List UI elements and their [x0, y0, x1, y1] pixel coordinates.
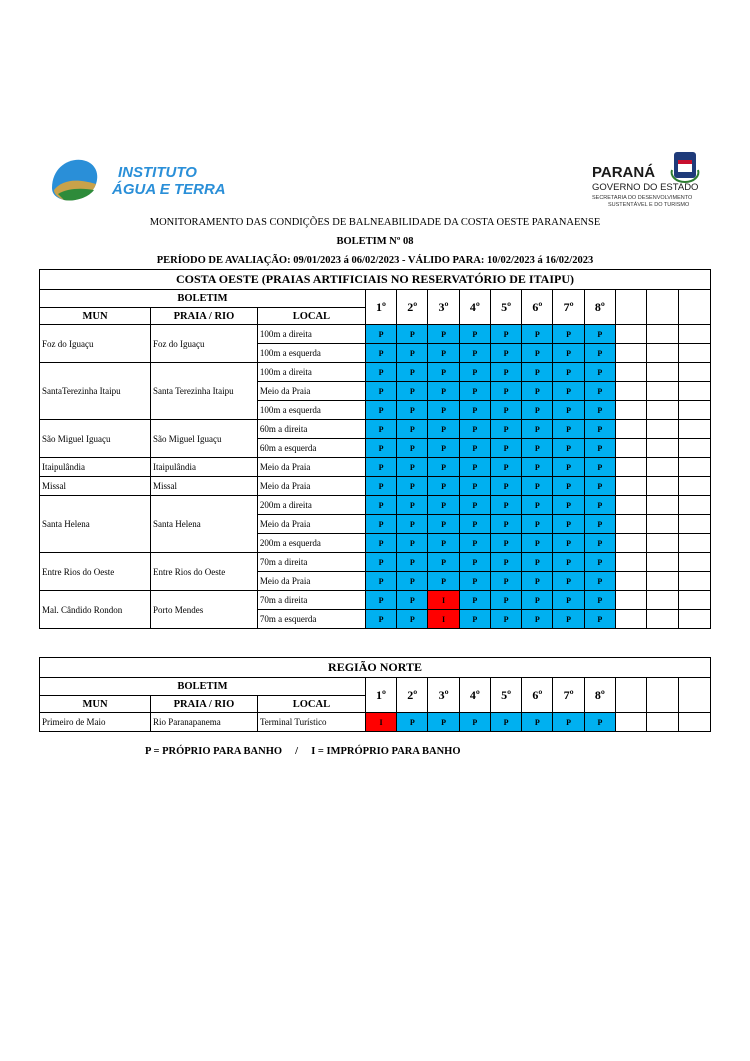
beach-cell: Foz do Iguaçu	[150, 325, 257, 363]
table-row	[40, 553, 711, 572]
location-cell: 60m a direita	[257, 420, 365, 439]
status-cell: P	[365, 382, 396, 401]
status-cell: I	[428, 591, 459, 610]
status-cell: P	[490, 325, 521, 344]
status-cell: P	[553, 534, 584, 553]
status-cell: P	[584, 401, 615, 420]
empty-cell	[616, 534, 647, 553]
status-cell: P	[365, 420, 396, 439]
status-cell: P	[522, 401, 553, 420]
status-cell: P	[553, 496, 584, 515]
status-cell: P	[365, 325, 396, 344]
week-header: 3º	[428, 678, 459, 713]
status-cell: P	[584, 713, 615, 732]
status-cell: P	[459, 477, 490, 496]
empty-cell	[616, 363, 647, 382]
empty-cell	[647, 458, 678, 477]
status-cell: P	[459, 591, 490, 610]
table-row	[40, 477, 711, 496]
status-cell: P	[365, 553, 396, 572]
empty-cell	[678, 591, 710, 610]
logo-right-text-2: GOVERNO DO ESTADO	[592, 182, 699, 193]
status-cell: P	[428, 401, 459, 420]
status-cell: P	[365, 515, 396, 534]
status-cell: P	[522, 420, 553, 439]
status-cell: P	[365, 363, 396, 382]
empty-cell	[616, 610, 647, 629]
status-cell: P	[522, 439, 553, 458]
status-cell: P	[397, 553, 428, 572]
status-cell: P	[428, 382, 459, 401]
status-cell: P	[365, 439, 396, 458]
empty-cell	[678, 572, 710, 591]
empty-cell	[678, 382, 710, 401]
status-cell: P	[459, 496, 490, 515]
status-cell: P	[490, 553, 521, 572]
status-cell: P	[490, 382, 521, 401]
status-cell: P	[365, 572, 396, 591]
empty-cell	[678, 496, 710, 515]
status-cell: P	[365, 496, 396, 515]
location-cell: 60m a esquerda	[257, 439, 365, 458]
status-cell: P	[397, 344, 428, 363]
empty-cell	[647, 477, 678, 496]
empty-cell	[647, 591, 678, 610]
status-cell: P	[397, 382, 428, 401]
municipality-cell: Foz do Iguaçu	[40, 325, 151, 363]
status-cell: P	[428, 572, 459, 591]
status-cell: P	[584, 515, 615, 534]
status-cell: P	[397, 477, 428, 496]
status-cell: P	[397, 610, 428, 629]
status-cell: P	[459, 439, 490, 458]
local-header: LOCAL	[257, 308, 365, 325]
status-cell: P	[584, 496, 615, 515]
status-cell: P	[490, 401, 521, 420]
status-cell: P	[522, 477, 553, 496]
location-cell: Meio da Praia	[257, 477, 365, 496]
status-cell: P	[397, 572, 428, 591]
location-cell: 200m a esquerda	[257, 534, 365, 553]
status-cell: P	[553, 325, 584, 344]
empty-cell	[616, 713, 647, 732]
week-header: 2º	[397, 290, 428, 325]
status-cell: P	[522, 572, 553, 591]
week-header: 8º	[584, 678, 615, 713]
week-header: 8º	[584, 290, 615, 325]
status-cell: P	[490, 572, 521, 591]
empty-cell	[616, 553, 647, 572]
status-cell: P	[397, 420, 428, 439]
status-cell: P	[553, 439, 584, 458]
status-cell: P	[365, 534, 396, 553]
week-header	[616, 678, 647, 713]
status-cell: P	[553, 713, 584, 732]
empty-cell	[647, 572, 678, 591]
status-cell: P	[490, 713, 521, 732]
status-cell: P	[459, 553, 490, 572]
empty-cell	[647, 534, 678, 553]
status-cell: P	[522, 325, 553, 344]
status-cell: P	[553, 382, 584, 401]
location-cell: 100m a direita	[257, 363, 365, 382]
status-cell: P	[428, 420, 459, 439]
status-cell: P	[584, 534, 615, 553]
empty-cell	[647, 515, 678, 534]
parana-coat-of-arms-icon	[672, 152, 699, 182]
status-cell: P	[584, 610, 615, 629]
empty-cell	[678, 515, 710, 534]
table-row	[40, 420, 711, 439]
title-row	[40, 270, 711, 290]
status-cell: P	[397, 591, 428, 610]
report-title: MONITORAMENTO DAS CONDIÇÕES DE BALNEABILIDADE DA COSTA OESTE PARANAENSE	[149, 217, 601, 228]
status-cell: P	[365, 610, 396, 629]
evaluation-period: PERÍODO DE AVALIAÇÃO: 09/01/2023 á 06/02/2023 - VÁLIDO PARA: 10/02/2023 á 16/02/2023	[156, 255, 594, 266]
status-cell: P	[365, 591, 396, 610]
status-cell: P	[459, 515, 490, 534]
status-cell: P	[397, 401, 428, 420]
status-cell: P	[522, 458, 553, 477]
week-header	[678, 290, 710, 325]
status-cell: P	[428, 458, 459, 477]
praia-header: PRAIA / RIO	[150, 696, 257, 713]
status-cell: P	[397, 496, 428, 515]
status-cell: P	[397, 325, 428, 344]
status-cell: P	[428, 515, 459, 534]
empty-cell	[647, 553, 678, 572]
status-cell: P	[428, 553, 459, 572]
status-cell: P	[397, 534, 428, 553]
status-cell: P	[522, 344, 553, 363]
status-cell: P	[490, 534, 521, 553]
empty-cell	[616, 515, 647, 534]
empty-cell	[678, 401, 710, 420]
legend: P = PRÓPRIO PARA BANHO / I = IMPRÓPRIO PARA BANHO	[145, 746, 461, 757]
governo-parana-logo	[588, 148, 708, 210]
status-cell: P	[365, 401, 396, 420]
status-cell: P	[584, 382, 615, 401]
status-cell: I	[365, 713, 396, 732]
empty-cell	[678, 344, 710, 363]
local-header: LOCAL	[257, 696, 365, 713]
status-cell: P	[365, 458, 396, 477]
status-cell: P	[428, 534, 459, 553]
status-cell: P	[428, 477, 459, 496]
empty-cell	[616, 382, 647, 401]
empty-cell	[616, 401, 647, 420]
table-row	[40, 713, 711, 732]
status-cell: P	[397, 458, 428, 477]
empty-cell	[647, 496, 678, 515]
table-row	[40, 591, 711, 610]
status-cell: P	[584, 439, 615, 458]
status-cell: P	[584, 572, 615, 591]
status-cell: P	[459, 363, 490, 382]
week-header: 1º	[365, 678, 396, 713]
status-cell: P	[490, 344, 521, 363]
status-cell: P	[428, 439, 459, 458]
location-cell: Meio da Praia	[257, 515, 365, 534]
status-cell: P	[553, 553, 584, 572]
empty-cell	[678, 477, 710, 496]
status-cell: P	[553, 515, 584, 534]
empty-cell	[647, 325, 678, 344]
location-cell: 70m a esquerda	[257, 610, 365, 629]
location-cell: Meio da Praia	[257, 458, 365, 477]
empty-cell	[678, 610, 710, 629]
mun-header: MUN	[40, 308, 151, 325]
status-cell: P	[584, 477, 615, 496]
week-header: 5º	[490, 290, 521, 325]
empty-cell	[647, 610, 678, 629]
municipality-cell: Santa Helena	[40, 496, 151, 553]
status-cell: P	[490, 439, 521, 458]
status-cell: P	[522, 363, 553, 382]
empty-cell	[647, 344, 678, 363]
status-cell: P	[459, 534, 490, 553]
status-cell: P	[397, 713, 428, 732]
table-title: COSTA OESTE (PRAIAS ARTIFICIAIS NO RESERVATÓRIO DE ITAIPU)	[40, 270, 711, 290]
empty-cell	[647, 713, 678, 732]
status-cell: P	[553, 591, 584, 610]
municipality-cell: Mal. Cândido Rondon	[40, 591, 151, 629]
empty-cell	[616, 420, 647, 439]
week-header: 6º	[522, 290, 553, 325]
status-cell: P	[428, 344, 459, 363]
empty-cell	[647, 363, 678, 382]
status-cell: P	[459, 325, 490, 344]
empty-cell	[678, 534, 710, 553]
location-cell: 200m a direita	[257, 496, 365, 515]
empty-cell	[678, 420, 710, 439]
table-row	[40, 325, 711, 344]
empty-cell	[616, 439, 647, 458]
table-row	[40, 496, 711, 515]
instituto-agua-e-terra-logo	[46, 150, 226, 210]
title-row	[40, 658, 711, 678]
empty-cell	[678, 713, 710, 732]
empty-cell	[616, 325, 647, 344]
beach-cell: São Miguel Iguaçu	[150, 420, 257, 458]
bulletin-number: BOLETIM Nº 08	[336, 236, 414, 247]
logo-left-text-1: INSTITUTO	[118, 164, 197, 181]
praia-header: PRAIA / RIO	[150, 308, 257, 325]
status-cell: P	[428, 713, 459, 732]
table-row	[40, 458, 711, 477]
week-header	[678, 678, 710, 713]
status-cell: P	[490, 420, 521, 439]
beach-cell: Itaipulândia	[150, 458, 257, 477]
status-cell: P	[584, 325, 615, 344]
empty-cell	[647, 401, 678, 420]
status-cell: P	[522, 610, 553, 629]
costa-oeste-table	[39, 269, 711, 629]
beach-cell: Santa Terezinha Itaipu	[150, 363, 257, 420]
status-cell: P	[490, 591, 521, 610]
status-cell: P	[428, 496, 459, 515]
status-cell: P	[459, 401, 490, 420]
status-cell: P	[553, 363, 584, 382]
boletim-label: BOLETIM	[40, 678, 366, 696]
status-cell: P	[522, 515, 553, 534]
location-cell: 100m a esquerda	[257, 344, 365, 363]
status-cell: P	[584, 458, 615, 477]
boletim-label: BOLETIM	[40, 290, 366, 308]
beach-cell: Entre Rios do Oeste	[150, 553, 257, 591]
status-cell: P	[459, 420, 490, 439]
status-cell: P	[553, 401, 584, 420]
week-header	[647, 678, 678, 713]
logo-right-text-1: PARANÁ	[592, 164, 656, 181]
week-header: 6º	[522, 678, 553, 713]
municipality-cell: Itaipulândia	[40, 458, 151, 477]
location-cell: Meio da Praia	[257, 382, 365, 401]
status-cell: P	[365, 477, 396, 496]
municipality-cell: Missal	[40, 477, 151, 496]
empty-cell	[647, 420, 678, 439]
municipality-cell: SantaTerezinha Itaipu	[40, 363, 151, 420]
week-header: 7º	[553, 678, 584, 713]
status-cell: P	[490, 515, 521, 534]
status-cell: P	[428, 325, 459, 344]
status-cell: P	[522, 382, 553, 401]
status-cell: P	[459, 344, 490, 363]
empty-cell	[678, 363, 710, 382]
logo-right-text-4: SUSTENTÁVEL E DO TURISMO	[608, 202, 690, 208]
beach-cell: Santa Helena	[150, 496, 257, 553]
location-cell: Terminal Turístico	[257, 713, 365, 732]
empty-cell	[678, 553, 710, 572]
empty-cell	[616, 458, 647, 477]
regiao-norte-table	[39, 657, 711, 732]
status-cell: P	[428, 363, 459, 382]
logo-left-text-2: ÁGUA E TERRA	[112, 181, 226, 198]
week-header: 2º	[397, 678, 428, 713]
location-cell: 100m a esquerda	[257, 401, 365, 420]
beach-cell: Rio Paranapanema	[150, 713, 257, 732]
status-cell: P	[397, 515, 428, 534]
status-cell: P	[459, 713, 490, 732]
status-cell: P	[584, 591, 615, 610]
boletim-row	[40, 290, 711, 308]
status-cell: P	[459, 382, 490, 401]
status-cell: P	[490, 496, 521, 515]
status-cell: P	[522, 553, 553, 572]
empty-cell	[678, 439, 710, 458]
week-header: 4º	[459, 678, 490, 713]
status-cell: P	[553, 572, 584, 591]
location-cell: 70m a direita	[257, 553, 365, 572]
status-cell: P	[490, 458, 521, 477]
empty-cell	[616, 344, 647, 363]
mun-header: MUN	[40, 696, 151, 713]
status-cell: P	[522, 591, 553, 610]
status-cell: P	[490, 477, 521, 496]
status-cell: P	[490, 610, 521, 629]
municipality-cell: São Miguel Iguaçu	[40, 420, 151, 458]
beach-cell: Missal	[150, 477, 257, 496]
status-cell: P	[584, 363, 615, 382]
week-header	[616, 290, 647, 325]
location-cell: 100m a direita	[257, 325, 365, 344]
beach-cell: Porto Mendes	[150, 591, 257, 629]
empty-cell	[647, 382, 678, 401]
week-header: 7º	[553, 290, 584, 325]
status-cell: P	[522, 534, 553, 553]
location-cell: Meio da Praia	[257, 572, 365, 591]
empty-cell	[678, 325, 710, 344]
status-cell: P	[490, 363, 521, 382]
empty-cell	[647, 439, 678, 458]
week-header: 1º	[365, 290, 396, 325]
status-cell: P	[397, 439, 428, 458]
status-cell: P	[584, 344, 615, 363]
status-cell: P	[553, 344, 584, 363]
status-cell: P	[522, 713, 553, 732]
empty-cell	[678, 458, 710, 477]
status-cell: P	[459, 458, 490, 477]
status-cell: P	[553, 420, 584, 439]
status-cell: P	[397, 363, 428, 382]
week-header: 4º	[459, 290, 490, 325]
municipality-cell: Primeiro de Maio	[40, 713, 151, 732]
status-cell: P	[584, 553, 615, 572]
status-cell: P	[522, 496, 553, 515]
status-cell: I	[428, 610, 459, 629]
logo-right-text-3: SECRETARIA DO DESENVOLVIMENTO	[592, 195, 693, 201]
status-cell: P	[365, 344, 396, 363]
location-cell: 70m a direita	[257, 591, 365, 610]
empty-cell	[616, 572, 647, 591]
table-row	[40, 363, 711, 382]
status-cell: P	[553, 458, 584, 477]
week-header: 3º	[428, 290, 459, 325]
status-cell: P	[584, 420, 615, 439]
empty-cell	[616, 477, 647, 496]
status-cell: P	[459, 572, 490, 591]
week-header	[647, 290, 678, 325]
week-header: 5º	[490, 678, 521, 713]
table-title: REGIÃO NORTE	[40, 658, 711, 678]
status-cell: P	[459, 610, 490, 629]
status-cell: P	[553, 477, 584, 496]
status-cell: P	[553, 610, 584, 629]
empty-cell	[616, 591, 647, 610]
empty-cell	[616, 496, 647, 515]
municipality-cell: Entre Rios do Oeste	[40, 553, 151, 591]
boletim-row	[40, 678, 711, 696]
